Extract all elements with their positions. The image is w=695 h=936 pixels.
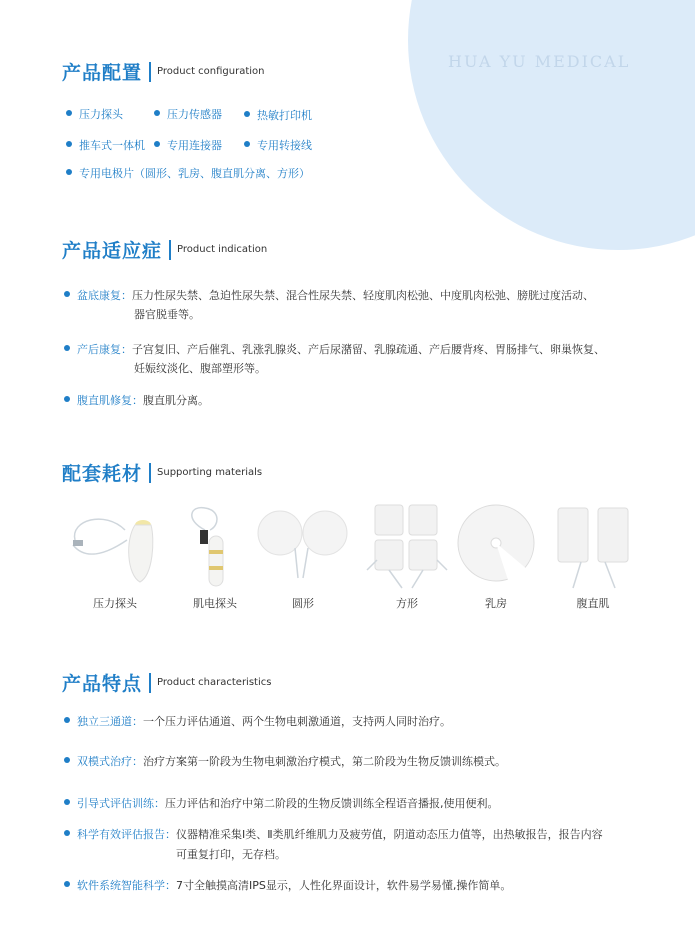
material-label: 方形: [396, 597, 418, 610]
title-divider: [149, 463, 151, 483]
material-round-electrode: [253, 500, 353, 620]
material-label: 乳房: [485, 597, 507, 610]
material-label: 腹直肌: [576, 597, 610, 610]
title-divider: [169, 240, 171, 260]
material-label: 肌电探头: [193, 597, 237, 610]
bullet-icon: [244, 141, 250, 147]
bullet-icon: [66, 169, 72, 175]
material-label: 压力探头: [93, 597, 137, 610]
material-emg-probe: [165, 500, 265, 620]
config-item: 压力探头: [66, 106, 123, 122]
config-item: 专用转接线: [244, 137, 312, 153]
material-label: 圆形: [292, 597, 314, 610]
feature-item: 引导式评估训练： 压力评估和治疗中第二阶段的生物反馈训练全程语音播报,使用便利。: [64, 795, 499, 811]
breast-electrode-icon: [446, 500, 546, 595]
config-title-cn: 产品配置: [62, 62, 143, 84]
material-pressure-probe: [65, 500, 165, 620]
material-square-electrode: [357, 500, 457, 620]
config-item: 专用连接器: [154, 137, 222, 153]
indication-section-title: [62, 236, 267, 263]
bullet-icon: [64, 717, 70, 723]
config-item: 热敏打印机: [244, 107, 312, 123]
bullet-icon: [244, 111, 250, 117]
bullet-icon: [154, 141, 160, 147]
decorative-circle: [408, 0, 695, 250]
bullet-icon: [154, 110, 160, 116]
feature-item: 双模式治疗： 治疗方案第一阶段为生物电刺激治疗模式，第二阶段为生物反馈训练模式。: [64, 753, 506, 769]
materials-section-title: [62, 459, 262, 486]
bullet-icon: [64, 830, 70, 836]
watermark: HUA YU MEDICAL: [448, 52, 631, 71]
bullet-icon: [64, 757, 70, 763]
square-electrode-icon: [357, 500, 457, 595]
config-item: 推车式一体机: [66, 137, 145, 153]
feature-item: 科学有效评估报告： 仪器精准采集Ⅰ类、Ⅱ类肌纤维肌力及疲劳值，阴道动态压力值等，出热敏报告，报告内容: [64, 826, 603, 842]
pressure-probe-icon: [65, 500, 165, 595]
indication-item: 腹直肌修复： 腹直肌分离。: [64, 392, 209, 408]
bullet-icon: [64, 799, 70, 805]
features-title-cn: 产品特点: [62, 673, 143, 695]
emg-probe-icon: [165, 500, 265, 595]
materials-title-cn: 配套耗材: [62, 463, 143, 485]
config-section-title: [62, 58, 265, 85]
bullet-icon: [66, 141, 72, 147]
config-title-en: Product configuration: [157, 66, 265, 77]
features-section-title: [62, 669, 271, 696]
title-divider: [149, 673, 151, 693]
indication-item: 产后康复： 子宫复旧、产后催乳、乳涨乳腺炎、产后尿潴留、乳腺疏通、产后腰背疼、胃肠排气、卵巢恢复、: [64, 341, 605, 357]
feature-item-continued: 可重复打印，无存档。: [176, 848, 286, 861]
feature-item: 独立三通道： 一个压力评估通道、两个生物电刺激通道，支持两人同时治疗。: [64, 713, 451, 729]
indication-item: 盆底康复： 压力性尿失禁、急迫性尿失禁、混合性尿失禁、轻度肌肉松弛、中度肌肉松弛、膀胱过度活动、: [64, 287, 594, 303]
indication-item-continued: 妊娠纹淡化、腹部塑形等。: [134, 362, 266, 375]
material-breast-electrode: [446, 500, 546, 620]
materials-title-en: Supporting materials: [157, 467, 263, 478]
bullet-icon: [64, 291, 70, 297]
title-divider: [149, 62, 151, 82]
config-item: 压力传感器: [154, 106, 222, 122]
feature-item: 软件系统智能科学： 7寸全触摸高清IPS显示，人性化界面设计，软件易学易懂,操作简单。: [64, 877, 511, 893]
indication-title-cn: 产品适应症: [62, 240, 163, 262]
round-electrode-icon: [253, 500, 353, 595]
bullet-icon: [64, 881, 70, 887]
features-title-en: Product characteristics: [157, 677, 272, 688]
config-item: 专用电极片（圆形、乳房、腹直肌分离、方形）: [66, 165, 310, 181]
indication-title-en: Product indication: [177, 244, 268, 255]
bullet-icon: [66, 110, 72, 116]
bullet-icon: [64, 396, 70, 402]
material-rectus-electrode: [543, 500, 643, 620]
rectus-electrode-icon: [543, 500, 643, 595]
indication-item-continued: 器官脱垂等。: [134, 308, 200, 321]
bullet-icon: [64, 345, 70, 351]
